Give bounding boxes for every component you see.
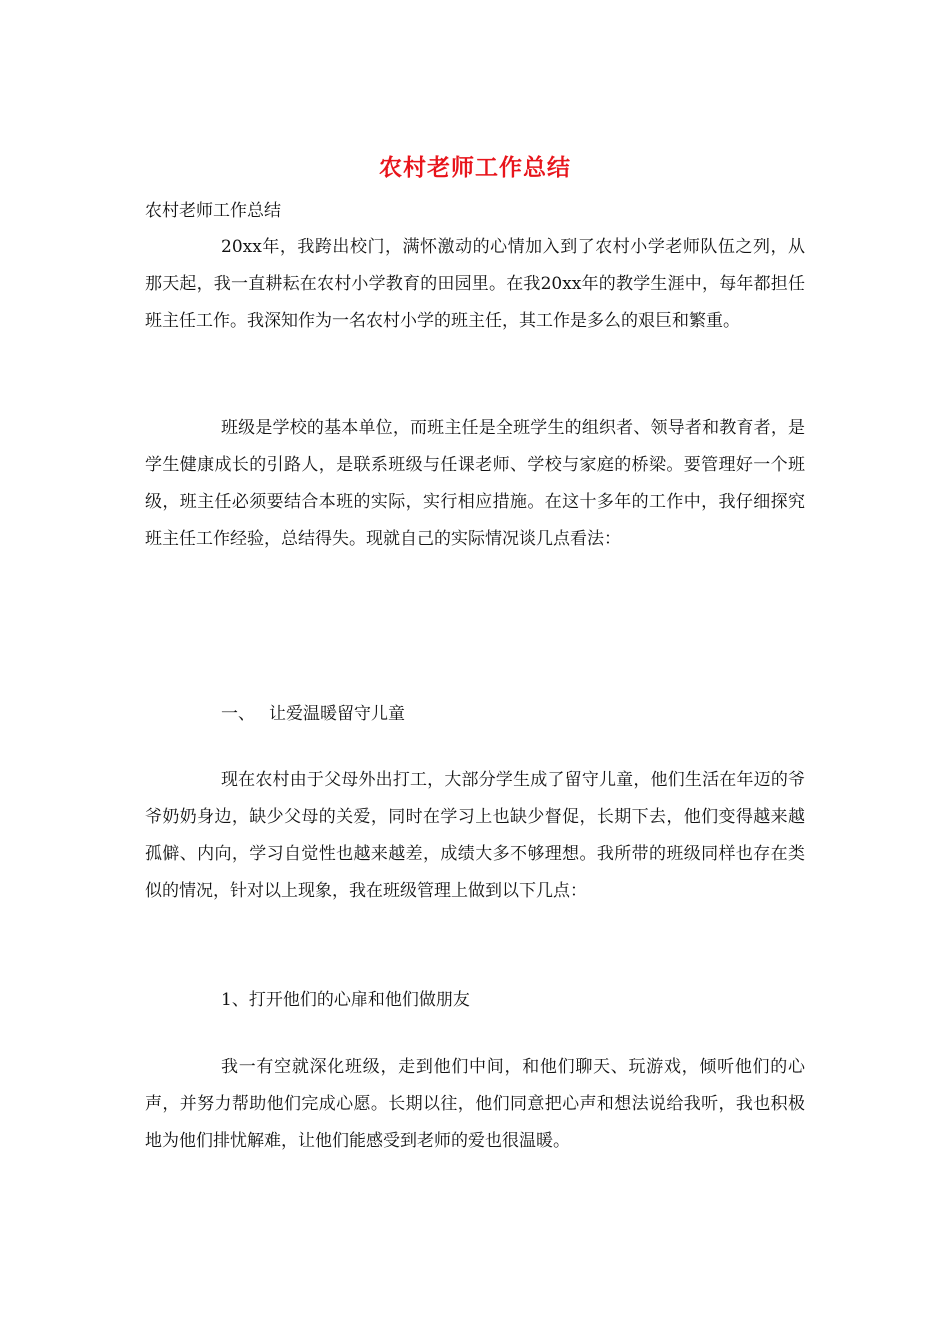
paragraph-intro: 20xx年，我跨出校门，满怀激动的心情加入到了农村小学老师队伍之列，从那天起，我一直耕耘在农村小学教育的田园里。在我20xx年的教学生涯中，每年都担任班主任工作。我深知作为一名农村小学的班主任，其工作是多么的艰巨和繁重。 — [145, 237, 805, 331]
section-heading-number: 一、 — [221, 704, 255, 724]
section-heading — [221, 700, 405, 728]
paragraph-friendship: 我一有空就深化班级，走到他们中间，和他们聊天、玩游戏，倾听他们的心声，并努力帮助他们完成心愿。长期以往，他们同意把心声和想法说给我听，我也积极地为他们排忧解难，让他们能感受到老师的爱也很温暖。 — [145, 1057, 805, 1151]
sub-heading: 1、打开他们的心扉和他们做朋友 — [221, 990, 470, 1010]
paragraph-left-behind-children: 现在农村由于父母外出打工，大部分学生成了留守儿童，他们生活在年迈的爷爷奶奶身边，缺少父母的关爱，同时在学习上也缺少督促，长期下去，他们变得越来越孤僻、内向，学习自觉性也越来越差，成绩大多不够理想。我所带的班级同样也存在类似的情况，针对以上现象，我在班级管理上做到以下几点： — [145, 770, 805, 901]
paragraph-class-management: 班级是学校的基本单位，而班主任是全班学生的组织者、领导者和教育者，是学生健康成长的引路人，是联系班级与任课老师、学校与家庭的桥梁。要管理好一个班级，班主任必须要结合本班的实际，实行相应措施。在这十多年的工作中，我仔细探究班主任工作经验，总结得失。现就自己的实际情况谈几点看法： — [145, 418, 805, 549]
section-heading-text: 让爱温暖留守儿童 — [269, 704, 405, 724]
document-title: 农村老师工作总结 — [379, 154, 571, 181]
document-subtitle: 农村老师工作总结 — [145, 201, 281, 221]
